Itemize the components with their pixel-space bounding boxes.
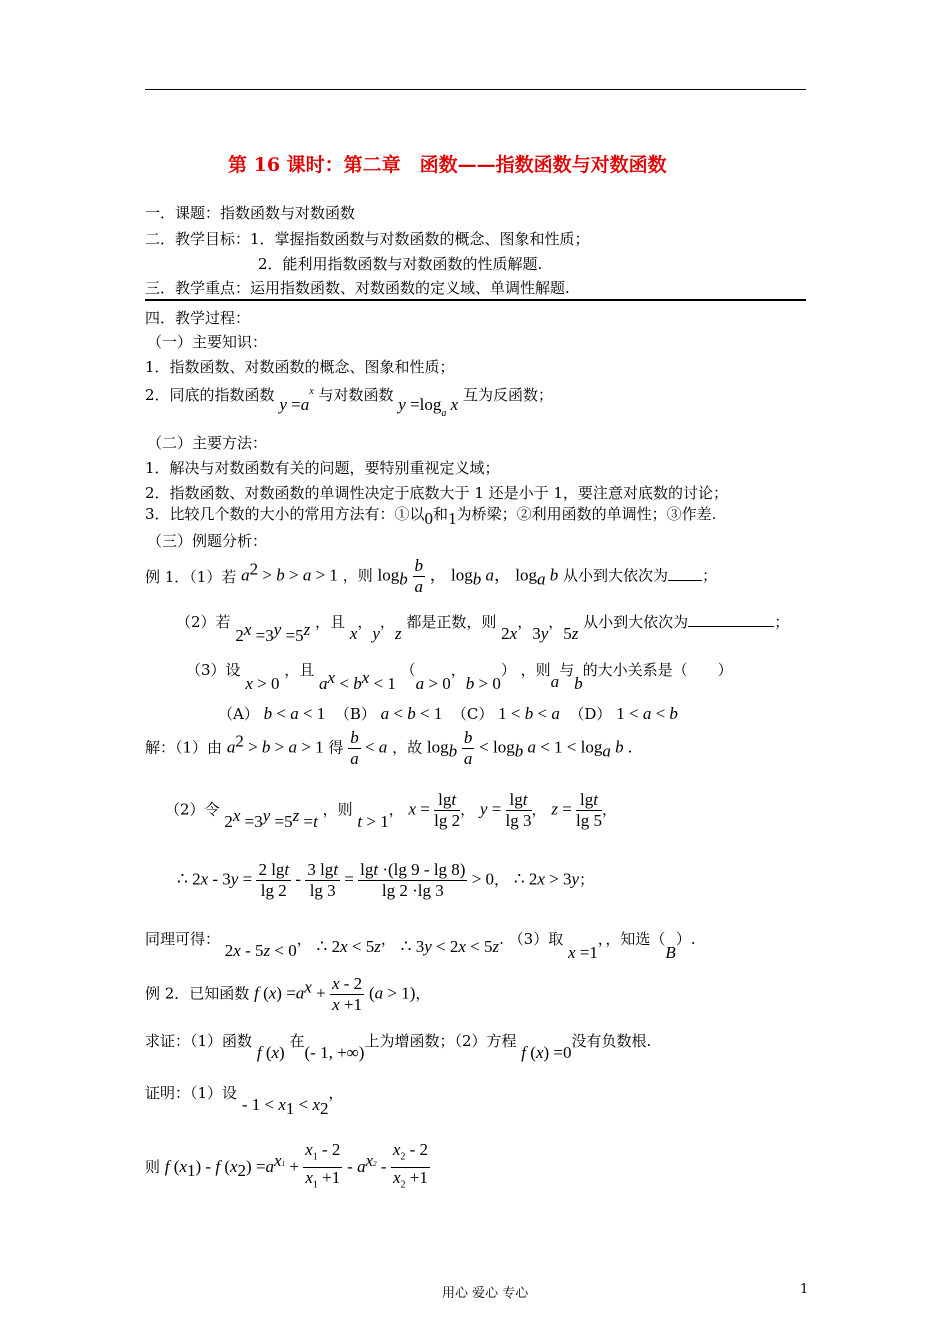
examples-heading: （三）例题分析： xyxy=(147,532,268,550)
methods-heading: （二）主要方法： xyxy=(147,434,268,452)
footer-text: 用心 爱心 专心 xyxy=(442,1286,529,1301)
page-number: 1 xyxy=(800,1282,809,1297)
section-goals: 二．教学目标：1．掌握指数函数与对数函数的概念、图象和性质； xyxy=(145,230,590,248)
example-1-part-1: 例 1．（1）若 $a^2 > b > a > 1$ ，则 $\log_b$ $\frac{b}{a}$ ， $\log_b a$， $\log_a b$ 从小到大依次为 ； xyxy=(145,556,718,596)
example-2: 例 2．已知函数 f $(x) =a^x$ + $\frac{x - 2}{x +1}$ (a > 1)， xyxy=(145,974,431,1014)
section-rule xyxy=(145,299,806,301)
header-rule xyxy=(145,89,806,90)
section-topic: 一．课题：指数函数与对数函数 xyxy=(145,204,356,222)
method-1: 1．解决与对数函数有关的问题，要特别重视定义域； xyxy=(145,459,500,477)
knowledge-heading: （一）主要知识： xyxy=(147,333,268,351)
method-2: 2．指数函数、对数函数的单调性决定于底数大于 1 还是小于 1，要注意对底数的讨论； xyxy=(145,484,728,502)
proof-start: 证明：（1）设 - $1 < x_1 < x_2$， xyxy=(145,1084,344,1118)
section-process: 四．教学过程： xyxy=(145,309,251,327)
page-title: 第 16 课时：第二章 函数——指数函数与对数函数 xyxy=(228,154,667,176)
knowledge-1: 1．指数函数、对数函数的概念、图象和性质； xyxy=(145,358,455,376)
knowledge-2: 2．同底的指数函数 $y =a^x$ 与对数函数 $y =\log_a$ x 互为反函数； xyxy=(145,386,553,419)
prove-statement: 求证：（1）函数 f (x) 在(- 1, +∞)上为增函数；（2）方程 f (x) =0没有负数根. xyxy=(145,1032,652,1062)
solution-2-same: 同理可得： 2x - 5z < 0， ∴ 2x < 5z， ∴ 3y < 2x < 5z. （3）取 x =1，，知选（B）. xyxy=(145,930,696,962)
example-1-part-2: （2）若 $2^x =3^y =5^z$ ，且 x，y，z 都是正数，则 2x，3y，5z 从小到大依次为 ； xyxy=(176,613,790,645)
solution-1: 解：（1）由 $a^2 > b > a > 1$ 得 $\frac{b}{a}$ < a ，故 $\log_b$ $\frac{b}{a}$ < $\log_b a < 1 < \log_a b$ . xyxy=(145,728,633,768)
section-focus: 三．教学重点：运用指数函数、对数函数的定义域、单调性解题. xyxy=(145,279,570,297)
section-goals-2: 2．能利用指数函数与对数函数的性质解题. xyxy=(258,255,543,273)
solution-2-cont: ∴ 2x - 3y = $\frac{2 \lg t}{\lg 2}$ - $\frac{3 \lg t}{\lg 3}$ = $\frac{\lg t \cdot(\lg 9 - \lg 8)}{\lg 2 \cdot\lg 3}$ > 0， ∴ 2x > 3y； xyxy=(177,860,595,900)
example-1-part-3: （3）设 x > 0 ，且 $a^x < b^x < 1$ （a > 0，b > 0） ，则a与b的大小关系是（ ） xyxy=(186,661,733,693)
options: （A） b < a < 1 （B） a < b < 1 （C） 1 < b < a （D） 1 < a < b xyxy=(218,704,678,723)
method-3: 3．比较几个数的大小的常用方法有：①以0和1为桥梁；②利用函数的单调性；③作差. xyxy=(145,505,717,528)
proof-line: 则 f $(x_1)$ - f $(x_2) =a^{x1}$ + $\frac{x_1 - 2}{x_1 +1}$ - $a^{x2}$ - $\frac{x_2 - 2}{x_2 +1}$ xyxy=(145,1140,429,1191)
solution-2: （2）令 $2^x =3^y =5^z =t$ ，则 t > 1， x = $\frac{\lg t}{\lg 2}$ ， y = $\frac{\lg t}{\lg 3}$ ， z = $\frac{\lg t}{\lg 5}$ ， xyxy=(165,790,618,831)
